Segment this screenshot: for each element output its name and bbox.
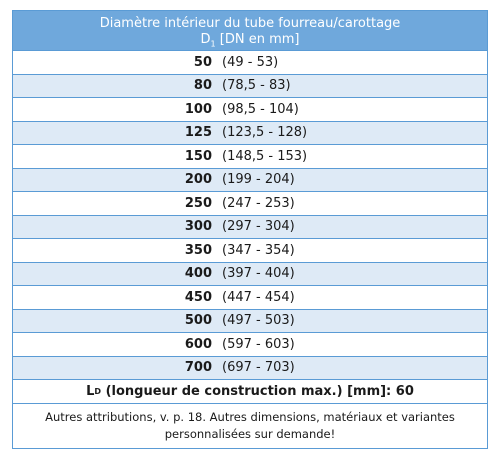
- dn-range: (297 - 304): [222, 219, 295, 235]
- dn-range: (397 - 404): [222, 266, 295, 282]
- construction-length-row: [13, 380, 487, 404]
- dn-value: 50: [193, 54, 212, 70]
- dn-range: (123,5 - 128): [222, 125, 308, 141]
- dn-range: (78,5 - 83): [222, 78, 291, 94]
- table-header: [13, 11, 487, 51]
- dn-range: (447 - 454): [222, 289, 295, 305]
- table-row: [13, 192, 487, 216]
- dn-value: 250: [184, 195, 212, 211]
- dimensions-table: [12, 10, 488, 449]
- table-body: [13, 51, 487, 380]
- dn-range: (497 - 503): [222, 313, 295, 329]
- dn-value: 600: [184, 336, 212, 352]
- dn-value: 80: [193, 78, 212, 94]
- header-unit-line: [13, 32, 487, 53]
- table-row: [13, 169, 487, 193]
- dn-value: 450: [184, 289, 212, 305]
- table-row: [13, 263, 487, 287]
- table-row: [13, 286, 487, 310]
- dn-value: 500: [184, 313, 212, 329]
- header-title: Diamètre intérieur du tube fourreau/carottage: [99, 16, 401, 31]
- dn-value: 350: [184, 242, 212, 258]
- table-row: [13, 357, 487, 381]
- header-unit: [DN en mm]: [219, 32, 300, 47]
- dn-range: (49 - 53): [222, 54, 279, 70]
- header-symbol-sub: 1: [210, 39, 216, 49]
- dn-range: (148,5 - 153): [222, 148, 308, 164]
- table-row: [13, 122, 487, 146]
- table-row: [13, 239, 487, 263]
- table-row: [13, 98, 487, 122]
- ld-text: (longueur de construction max.) [mm]: 60: [105, 384, 414, 399]
- table-row: [13, 333, 487, 357]
- dn-value: 150: [184, 148, 212, 164]
- dn-range: (597 - 603): [222, 336, 295, 352]
- header-symbol: D: [200, 32, 211, 47]
- dn-range: (347 - 354): [222, 242, 295, 258]
- table-row: [13, 145, 487, 169]
- dn-value: 100: [184, 101, 212, 117]
- dn-range: (199 - 204): [222, 172, 295, 188]
- dn-value: 700: [184, 360, 212, 376]
- ld-symbol: L: [86, 384, 95, 399]
- table-row: [13, 310, 487, 334]
- ld-symbol-sub: D: [94, 387, 102, 396]
- dn-range: (697 - 703): [222, 360, 295, 376]
- dn-value: 200: [184, 172, 212, 188]
- footnote: Autres attributions, v. p. 18. Autres dimensions, matériaux et variantes personnalisées sur demande!: [45, 410, 455, 441]
- table-row: [13, 51, 487, 75]
- table-row: [13, 75, 487, 99]
- dn-range: (98,5 - 104): [222, 101, 299, 117]
- dn-range: (247 - 253): [222, 195, 295, 211]
- dn-value: 125: [184, 125, 212, 141]
- dn-value: 400: [184, 266, 212, 282]
- dn-value: 300: [184, 219, 212, 235]
- table-row: [13, 216, 487, 240]
